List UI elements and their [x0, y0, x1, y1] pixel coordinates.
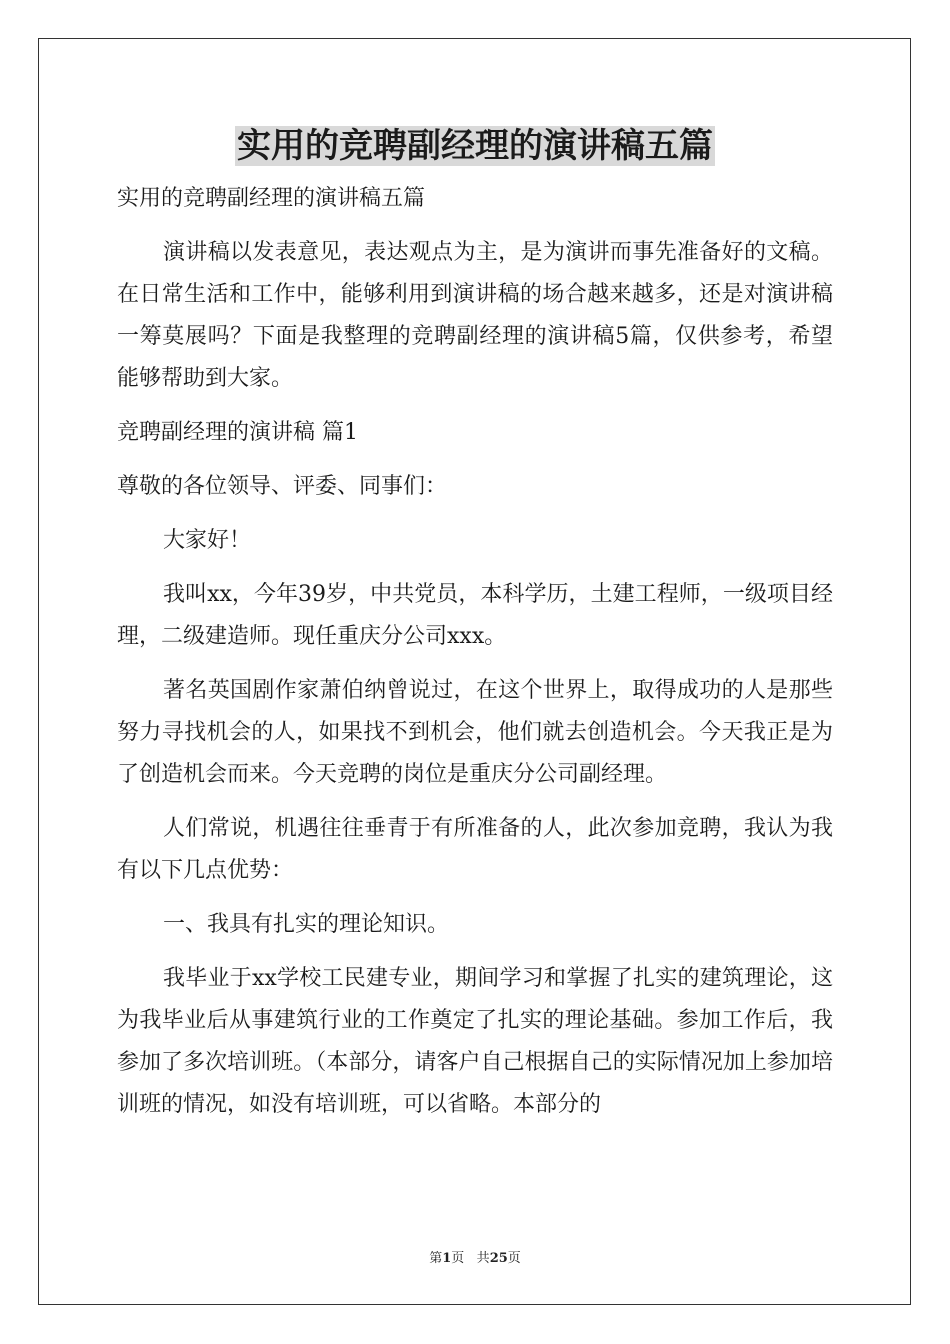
document-title — [0, 124, 950, 168]
salutation: 尊敬的各位领导、评委、同事们： — [117, 474, 448, 499]
total-pages: 25 — [489, 1251, 508, 1266]
subtitle-line: 实用的竞聘副经理的演讲稿五篇 — [117, 186, 426, 211]
body-paragraph: 著名英国剧作家萧伯纳曾说过，在这个世界上，取得成功的人是那些努力寻找机会的人，如果找不到机会，他们就去创造机会。今天我正是为了创造机会而来。今天竞聘的岗位是重庆分公司副经理。 — [117, 678, 833, 787]
intro-paragraph: 演讲稿以发表意见，表达观点为主，是为演讲而事先准备好的文稿。在日常生活和工作中，能够利用到演讲稿的场合越来越多，还是对演讲稿一筹莫展吗？下面是我整理的竞聘副经理的演讲稿5篇，仅供参考，希望能够帮助到大家。 — [117, 240, 833, 391]
page-footer — [0, 1247, 950, 1266]
body-paragraph: 人们常说，机遇往往垂青于有所准备的人，此次参加竞聘，我认为我有以下几点优势： — [117, 816, 833, 883]
body-paragraph: 我毕业于xx学校工民建专业，期间学习和掌握了扎实的建筑理论，这为我毕业后从事建筑行业的工作奠定了扎实的理论基础。参加工作后，我参加了多次培训班。（本部分，请客户自己根据自己的实际情况加上参加培训班的情况，如没有培训班，可以省略。本部分的 — [117, 966, 833, 1117]
page-prefix: 第 — [429, 1251, 443, 1266]
body-paragraph: 一、我具有扎实的理论知识。 — [163, 912, 450, 937]
greeting: 大家好！ — [163, 528, 252, 553]
section-heading: 竞聘副经理的演讲稿 篇1 — [117, 420, 358, 445]
body-paragraph: 我叫xx，今年39岁，中共党员，本科学历，土建工程师，一级项目经理，二级建造师。现任重庆分公司xxx。 — [117, 582, 833, 649]
document-body — [117, 178, 833, 1138]
document-title-text: 实用的竞聘副经理的演讲稿五篇 — [237, 126, 713, 166]
page-suffix: 页 — [451, 1251, 465, 1266]
total-prefix: 共 — [476, 1251, 490, 1266]
total-suffix: 页 — [507, 1251, 521, 1266]
page-number: 1 — [442, 1251, 452, 1266]
